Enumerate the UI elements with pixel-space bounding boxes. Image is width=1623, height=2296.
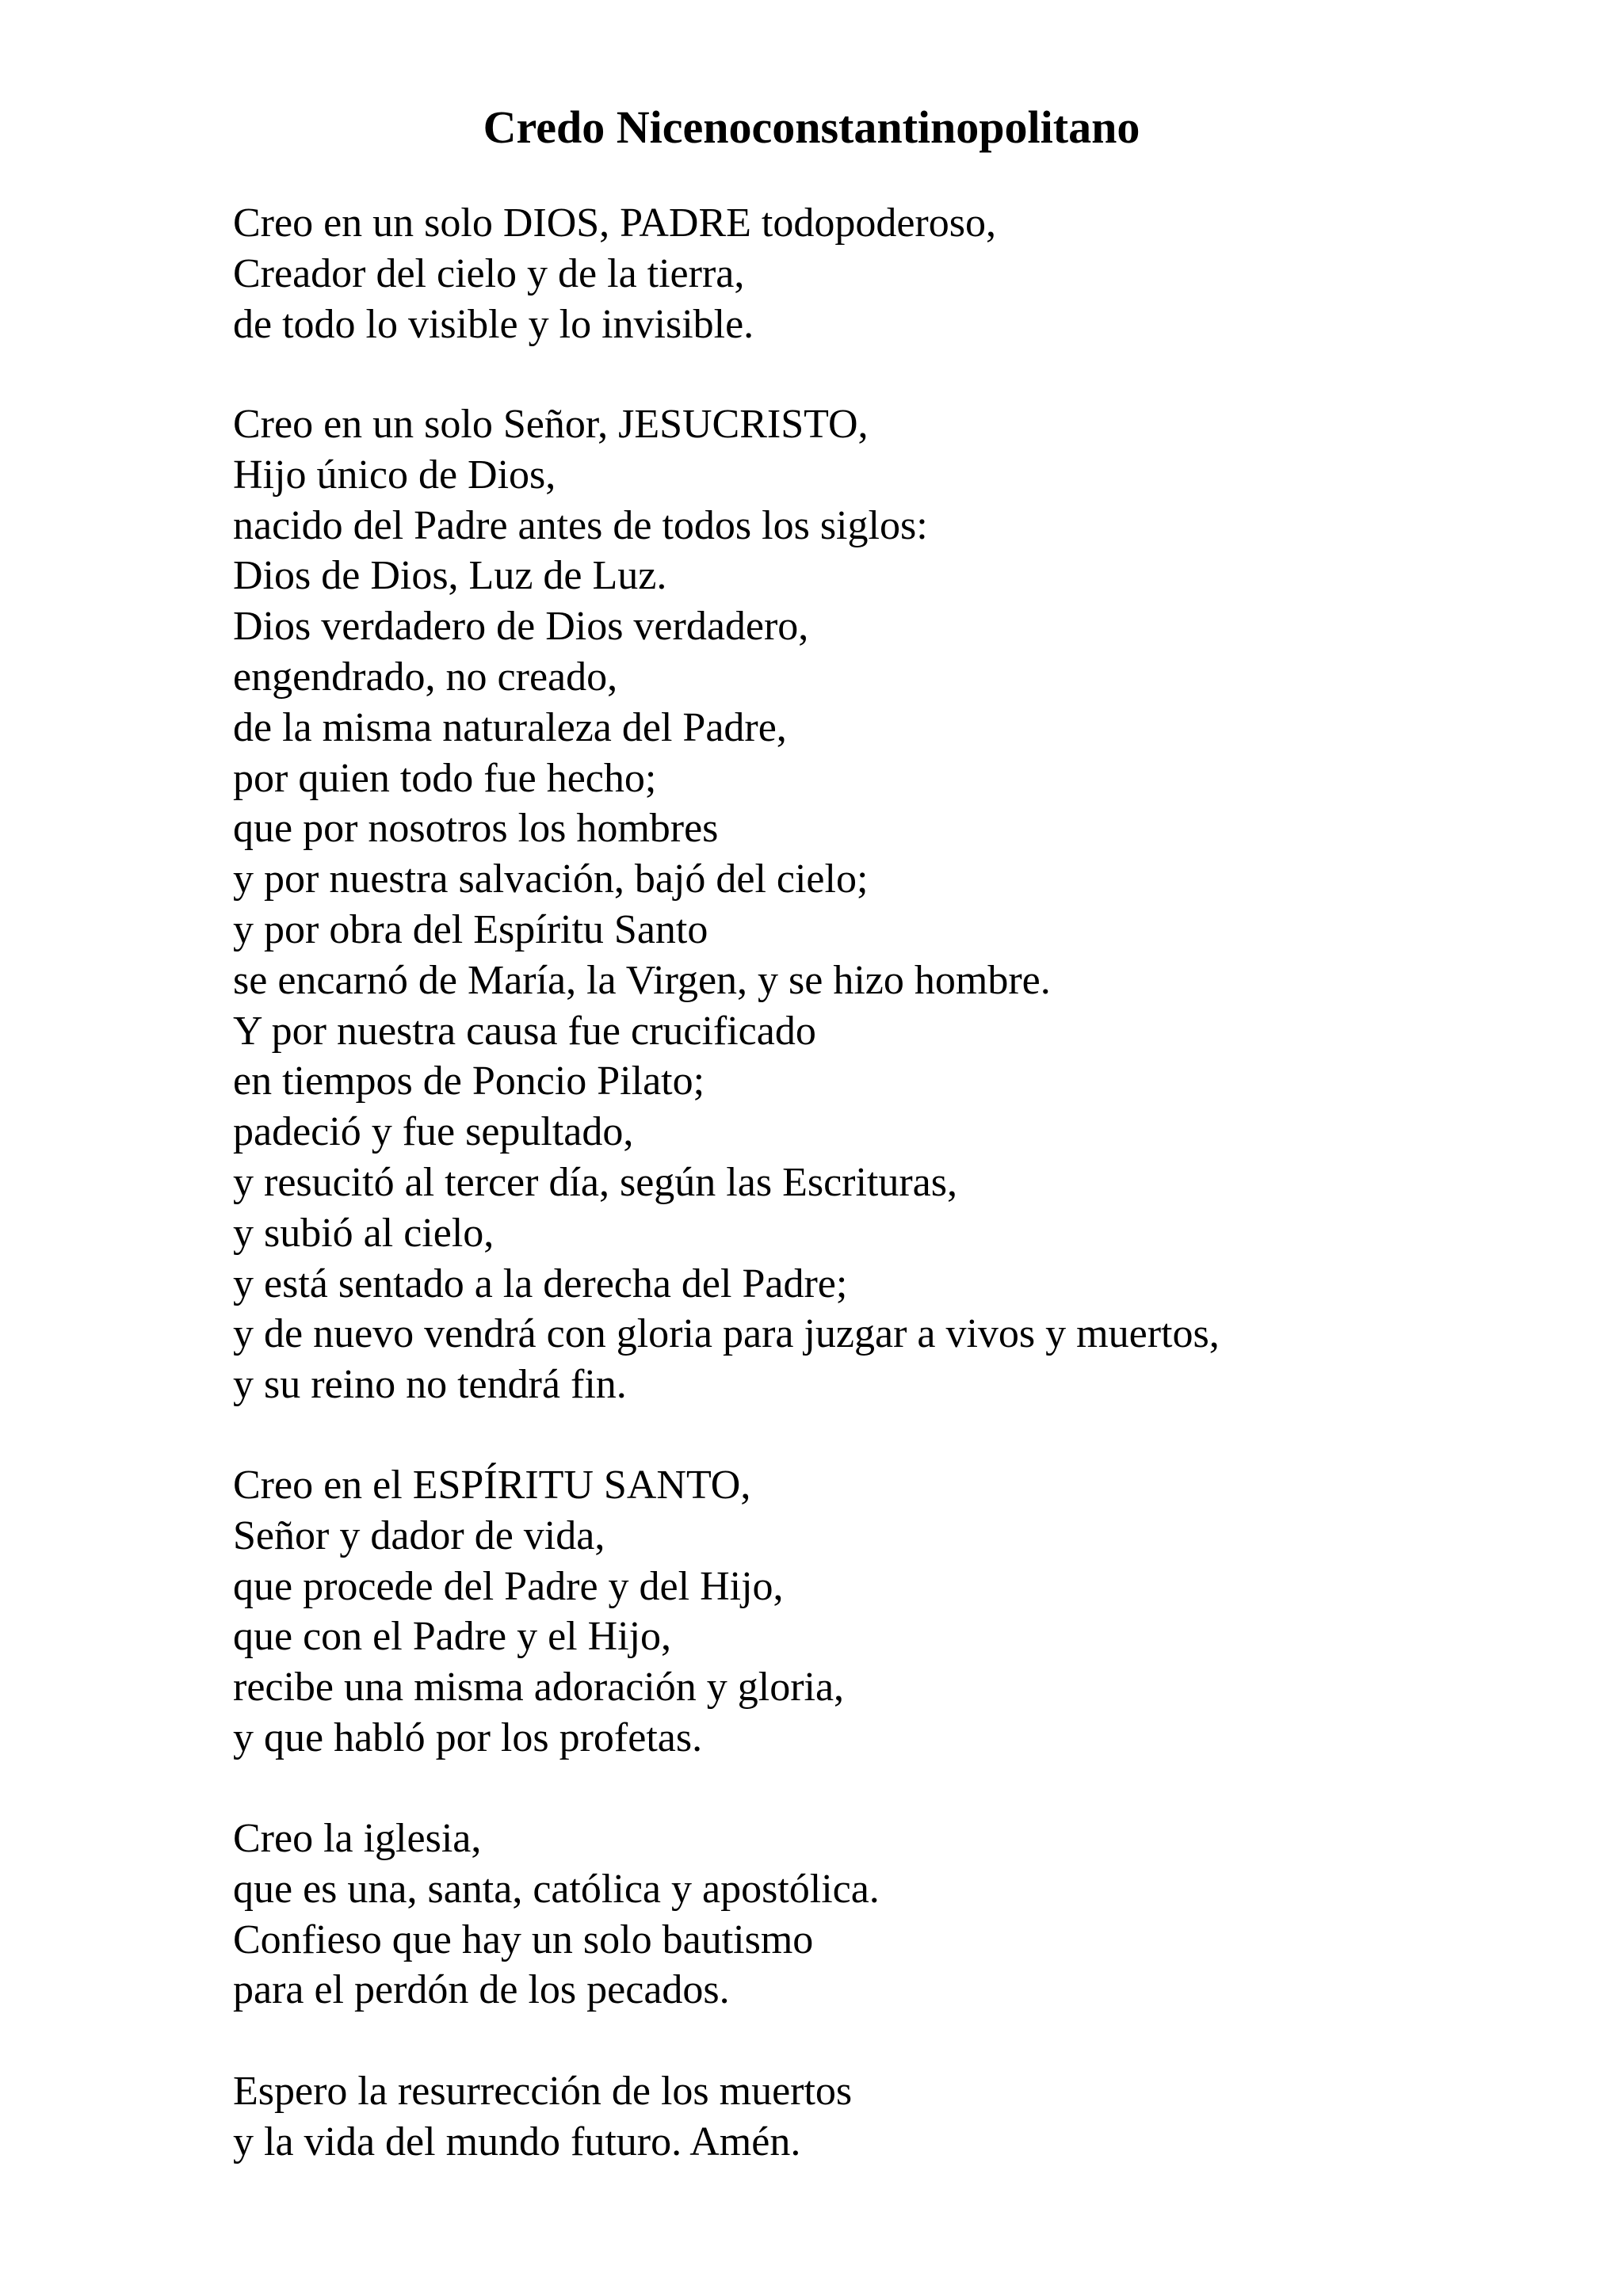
stanza-line: engendrado, no creado,	[233, 654, 618, 700]
stanza-line: y está sentado a la derecha del Padre;	[233, 1261, 848, 1306]
stanza-line: para el perdón de los pecados.	[233, 1967, 730, 2013]
stanza-line: que con el Padre y el Hijo,	[233, 1614, 672, 1660]
stanza-line: en tiempos de Poncio Pilato;	[233, 1058, 705, 1104]
stanza-holy-spirit	[233, 1460, 844, 1764]
stanza-creator	[233, 198, 996, 349]
stanza-line: y por obra del Espíritu Santo	[233, 906, 708, 952]
stanza-line: Y por nuestra causa fue crucificado	[233, 1008, 816, 1054]
stanza-line: padeció y fue sepultado,	[233, 1109, 634, 1155]
stanza-line: Creador del cielo y de la tierra,	[233, 250, 745, 296]
stanza-line: y subió al cielo,	[233, 1210, 495, 1256]
stanza-line: de la misma naturaleza del Padre,	[233, 704, 787, 750]
stanza-line: que por nosotros los hombres	[233, 806, 719, 852]
stanza-line: y su reino no tendrá fin.	[233, 1362, 627, 1408]
stanza-line: que es una, santa, católica y apostólica.	[233, 1866, 880, 1912]
stanza-line: Espero la resurrección de los muertos	[233, 2069, 853, 2114]
stanza-line: y resucitó al tercer día, según las Escrituras,	[233, 1159, 957, 1205]
stanza-line: nacido del Padre antes de todos los siglos:	[233, 502, 928, 548]
stanza-line: Señor y dador de vida,	[233, 1512, 605, 1558]
stanza-line: de todo lo visible y lo invisible.	[233, 301, 754, 347]
stanza-resurrection	[233, 2066, 852, 2168]
stanza-line: Hijo único de Dios,	[233, 452, 556, 498]
stanza-line: Confieso que hay un solo bautismo	[233, 1917, 814, 1962]
stanza-line: Creo en el ESPÍRITU SANTO,	[233, 1463, 751, 1508]
stanza-line: Dios de Dios, Luz de Luz.	[233, 553, 667, 599]
stanza-line: por quien todo fue hecho;	[233, 755, 657, 801]
stanza-line: recibe una misma adoración y gloria,	[233, 1665, 845, 1711]
stanza-line: Creo en un solo Señor, JESUCRISTO,	[233, 402, 869, 447]
stanza-line: que procede del Padre y del Hijo,	[233, 1563, 784, 1609]
document-title: Credo Nicenoconstantinopolitano	[483, 101, 1140, 153]
stanza-line: y de nuevo vendrá con gloria para juzgar a vivos y muertos,	[233, 1311, 1220, 1357]
stanza-jesus	[233, 399, 1220, 1410]
stanza-church	[233, 1814, 880, 2016]
stanza-line: Creo la iglesia,	[233, 1816, 482, 1861]
stanza-line: Creo en un solo DIOS, PADRE todopoderoso,	[233, 200, 996, 246]
stanza-line: y por nuestra salvación, bajó del cielo;	[233, 856, 869, 902]
stanza-line: y la vida del mundo futuro. Amén.	[233, 2119, 801, 2164]
stanza-line: se encarnó de María, la Virgen, y se hizo hombre.	[233, 957, 1051, 1003]
stanza-line: y que habló por los profetas.	[233, 1714, 703, 1760]
stanza-line: Dios verdadero de Dios verdadero,	[233, 604, 809, 650]
